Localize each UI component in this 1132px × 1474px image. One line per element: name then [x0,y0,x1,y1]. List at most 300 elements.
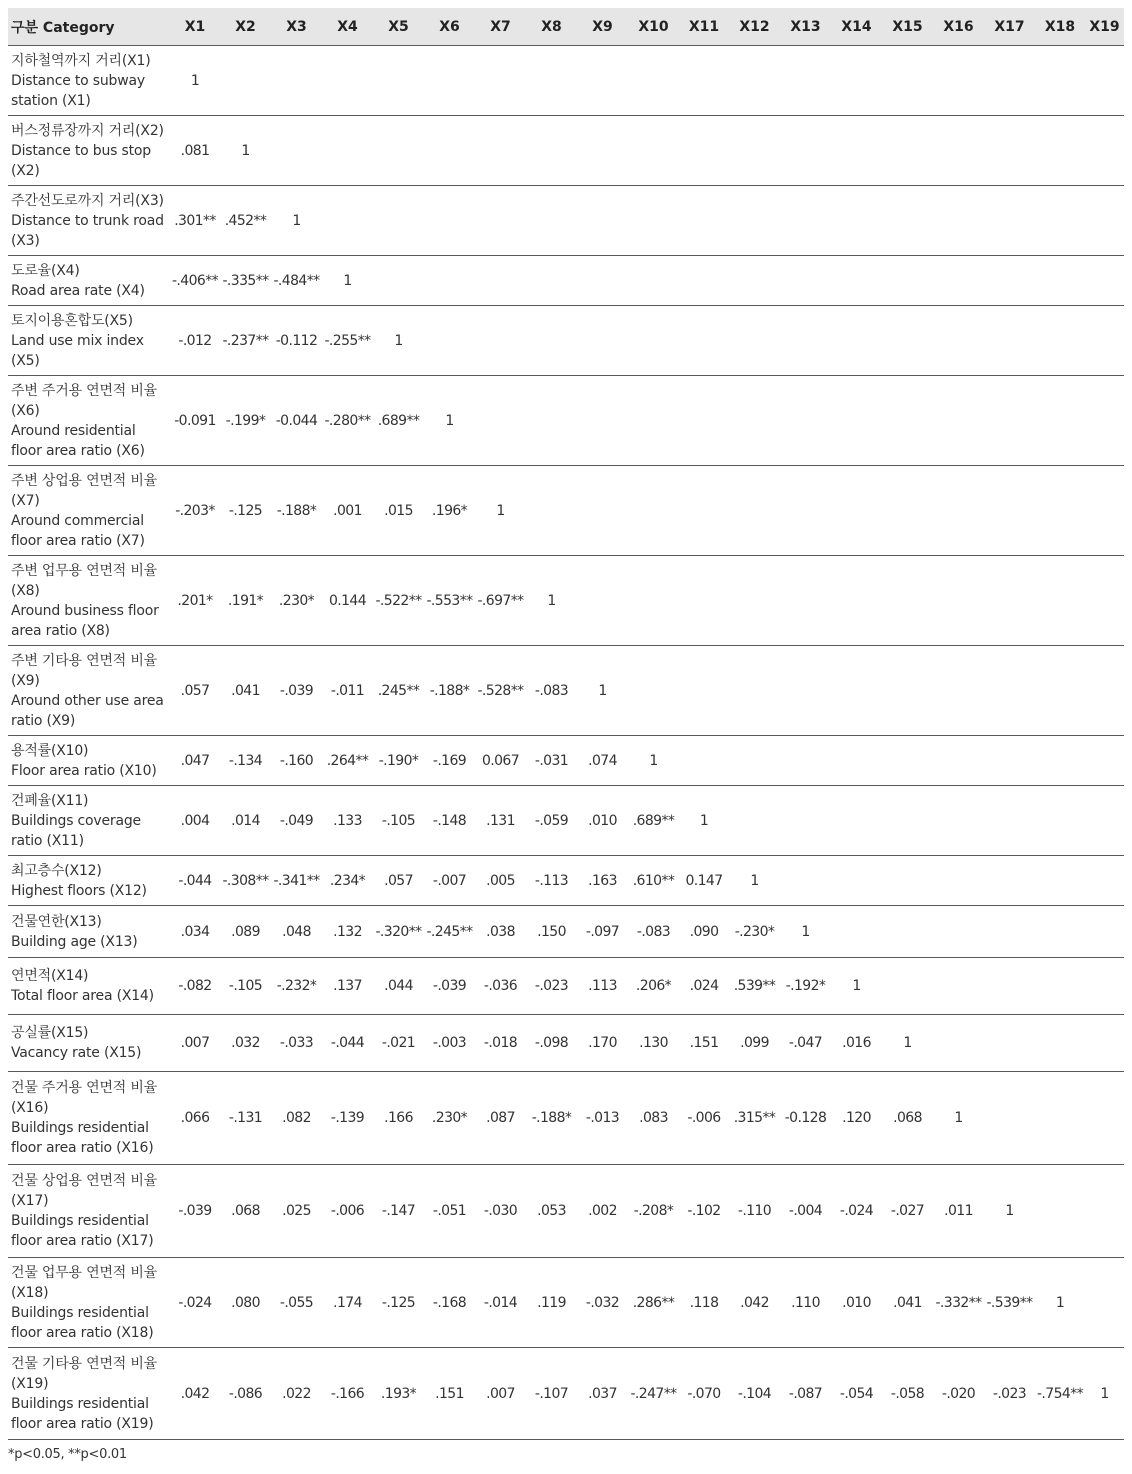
row-label-korean: 주간선도로까지 거리(X3) [11,192,164,209]
correlation-cell: -.039 [170,1165,220,1258]
correlation-cell [933,856,984,906]
correlation-cell: .170 [577,1015,628,1072]
correlation-cell: -0.112 [271,306,322,376]
correlation-cell: .230* [271,556,322,646]
correlation-cell: -.012 [170,306,220,376]
correlation-cell: .174 [322,1258,373,1348]
correlation-cell: -.169 [424,736,475,786]
row-label-english: Floor area ratio (X10) [11,762,157,779]
correlation-cell [628,186,679,256]
correlation-cell [679,116,729,186]
correlation-cell: 0.144 [322,556,373,646]
correlation-cell: -.036 [475,958,526,1015]
correlation-cell [1035,556,1085,646]
correlation-cell [984,556,1035,646]
correlation-cell [729,376,780,466]
correlation-cell [831,856,882,906]
correlation-cell [933,116,984,186]
correlation-cell: -0.128 [780,1072,831,1165]
correlation-cell: -.107 [526,1348,577,1440]
correlation-cell: 1 [220,116,271,186]
correlation-cell: -.021 [373,1015,424,1072]
correlation-cell: .163 [577,856,628,906]
correlation-cell [526,256,577,306]
header-x15: X15 [882,8,933,46]
correlation-cell: -.147 [373,1165,424,1258]
table-row [8,786,1124,856]
correlation-cell [780,256,831,306]
correlation-cell [831,256,882,306]
correlation-cell [729,256,780,306]
correlation-cell: -.070 [679,1348,729,1440]
correlation-cell: .166 [373,1072,424,1165]
correlation-cell: -.031 [526,736,577,786]
correlation-cell: 1 [729,856,780,906]
correlation-cell [526,46,577,116]
correlation-cell [984,646,1035,736]
correlation-cell [831,646,882,736]
correlation-cell [679,256,729,306]
correlation-cell: -.023 [984,1348,1035,1440]
correlation-cell [780,856,831,906]
table-row [8,736,1124,786]
correlation-cell: .074 [577,736,628,786]
correlation-cell: -.018 [475,1015,526,1072]
header-category: 구분 Category [8,8,170,46]
correlation-cell [1085,1165,1124,1258]
correlation-cell: -0.044 [271,376,322,466]
row-label-english: Buildings residential floor area ratio (X17) [11,1213,154,1249]
correlation-cell: .022 [271,1348,322,1440]
correlation-cell: -.006 [322,1165,373,1258]
correlation-cell: -.341** [271,856,322,906]
correlation-cell [475,46,526,116]
correlation-cell [882,906,933,958]
correlation-cell [933,46,984,116]
correlation-cell: .151 [679,1015,729,1072]
significance-footnote: *p<0.05, **p<0.01 [8,1447,127,1462]
correlation-cell: .024 [679,958,729,1015]
correlation-cell [1085,906,1124,958]
correlation-cell [1085,856,1124,906]
row-label [8,556,170,646]
correlation-cell: .007 [475,1348,526,1440]
correlation-cell [882,46,933,116]
correlation-cell: 1 [831,958,882,1015]
correlation-cell [1035,186,1085,256]
row-label-korean: 도로율(X4) [11,262,80,279]
correlation-cell [831,186,882,256]
row-label [8,46,170,116]
correlation-cell: -.047 [780,1015,831,1072]
correlation-cell [729,466,780,556]
correlation-cell [933,186,984,256]
correlation-cell: -.039 [424,958,475,1015]
table-row [8,1072,1124,1165]
row-label-korean: 연면적(X14) [11,968,89,984]
correlation-cell: .090 [679,906,729,958]
table-header-row [8,8,1124,46]
correlation-cell: 1 [577,646,628,736]
correlation-cell: -.245** [424,906,475,958]
correlation-cell [984,856,1035,906]
correlation-cell: -.230* [729,906,780,958]
correlation-cell: .034 [170,906,220,958]
correlation-cell [984,1072,1035,1165]
correlation-cell: -.335** [220,256,271,306]
correlation-cell: .234* [322,856,373,906]
row-label-korean: 주변 업무용 연면적 비율(X8) [11,562,157,599]
row-label [8,466,170,556]
correlation-cell: -.166 [322,1348,373,1440]
correlation-cell: .032 [220,1015,271,1072]
correlation-cell [882,786,933,856]
correlation-cell [1035,646,1085,736]
correlation-cell: -.553** [424,556,475,646]
correlation-cell [1035,466,1085,556]
table-row [8,958,1124,1015]
correlation-cell [628,646,679,736]
correlation-cell [780,646,831,736]
correlation-cell: .118 [679,1258,729,1348]
row-label-korean: 토지이용혼합도(X5) [11,312,133,329]
row-label-korean: 건폐율(X11) [11,792,89,809]
correlation-cell [933,306,984,376]
correlation-cell [1085,186,1124,256]
correlation-cell: .042 [729,1258,780,1348]
correlation-cell: 1 [424,376,475,466]
correlation-cell: -.113 [526,856,577,906]
correlation-cell [526,186,577,256]
correlation-cell [984,116,1035,186]
header-x1: X1 [170,8,220,46]
row-label-korean: 지하철역까지 거리(X1) [11,52,151,69]
correlation-cell [1085,736,1124,786]
correlation-cell: -.237** [220,306,271,376]
correlation-cell: -.406** [170,256,220,306]
correlation-cell: .081 [170,116,220,186]
correlation-cell [729,786,780,856]
header-x18: X18 [1035,8,1085,46]
correlation-cell [1035,256,1085,306]
correlation-cell [424,306,475,376]
correlation-cell: .137 [322,958,373,1015]
correlation-cell: .539** [729,958,780,1015]
header-x3: X3 [271,8,322,46]
correlation-cell: .041 [220,646,271,736]
correlation-cell: -.188* [424,646,475,736]
correlation-cell: .048 [271,906,322,958]
row-label-english: Total floor area (X14) [11,988,154,1004]
correlation-cell: 0.147 [679,856,729,906]
correlation-cell: .230* [424,1072,475,1165]
correlation-cell [373,256,424,306]
correlation-cell: .014 [220,786,271,856]
correlation-cell [679,646,729,736]
correlation-cell: 1 [475,466,526,556]
correlation-cell: -.011 [322,646,373,736]
correlation-cell [271,116,322,186]
correlation-cell: .011 [933,1165,984,1258]
correlation-cell: .016 [831,1015,882,1072]
row-label-english: Buildings coverage ratio (X11) [11,812,141,849]
correlation-cell [1085,786,1124,856]
correlation-cell: .245** [373,646,424,736]
correlation-cell [526,116,577,186]
row-label-english: Buildings residential floor area ratio (X16) [11,1120,154,1156]
correlation-cell: 1 [526,556,577,646]
correlation-cell [984,958,1035,1015]
correlation-cell [882,306,933,376]
correlation-cell: -.006 [679,1072,729,1165]
correlation-cell: .191* [220,556,271,646]
row-label-english: Around business floor area ratio (X8) [11,602,159,639]
table-body [8,46,1124,1440]
correlation-cell: -.086 [220,1348,271,1440]
row-label-korean: 공실률(X15) [11,1025,89,1041]
correlation-cell [831,736,882,786]
correlation-cell [1035,376,1085,466]
correlation-cell: .315** [729,1072,780,1165]
correlation-cell: .068 [882,1072,933,1165]
correlation-cell [831,466,882,556]
correlation-cell: -.190* [373,736,424,786]
correlation-cell: .083 [628,1072,679,1165]
header-x16: X16 [933,8,984,46]
correlation-cell [322,46,373,116]
correlation-cell [780,116,831,186]
correlation-cell [475,376,526,466]
correlation-cell [679,466,729,556]
row-label-korean: 주변 주거용 연면적 비율(X6) [11,382,157,419]
correlation-cell [882,186,933,256]
correlation-cell [831,306,882,376]
correlation-cell: .689** [373,376,424,466]
correlation-cell [1085,1258,1124,1348]
row-label-korean: 건물연한(X13) [11,913,102,930]
correlation-cell: -.280** [322,376,373,466]
correlation-cell: -.754** [1035,1348,1085,1440]
correlation-cell: -.083 [628,906,679,958]
header-x17: X17 [984,8,1035,46]
correlation-cell [628,306,679,376]
correlation-cell: 1 [679,786,729,856]
row-label-korean: 주변 상업용 연면적 비율(X7) [11,472,157,509]
correlation-cell: .689** [628,786,679,856]
correlation-cell: .206* [628,958,679,1015]
correlation-cell: -.055 [271,1258,322,1348]
correlation-cell [628,116,679,186]
correlation-table-container [8,8,1124,1440]
correlation-cell [984,306,1035,376]
correlation-cell [1035,306,1085,376]
correlation-cell [882,376,933,466]
correlation-cell: -.049 [271,786,322,856]
correlation-cell: -.110 [729,1165,780,1258]
correlation-cell: .087 [475,1072,526,1165]
correlation-cell [882,256,933,306]
correlation-cell: -.105 [373,786,424,856]
correlation-cell: 1 [322,256,373,306]
correlation-cell: 1 [271,186,322,256]
correlation-cell: -.332** [933,1258,984,1348]
correlation-cell: -.051 [424,1165,475,1258]
header-x14: X14 [831,8,882,46]
row-label [8,116,170,186]
header-x4: X4 [322,8,373,46]
correlation-cell: 1 [628,736,679,786]
correlation-cell: 1 [373,306,424,376]
correlation-cell [577,556,628,646]
row-label-english: Distance to bus stop (X2) [11,142,151,179]
table-row [8,306,1124,376]
correlation-cell [831,46,882,116]
row-label-english: Road area rate (X4) [11,282,145,299]
row-label-korean: 주변 기타용 연면적 비율(X9) [11,652,157,689]
correlation-cell [780,786,831,856]
correlation-cell: .010 [831,1258,882,1348]
correlation-cell: -.134 [220,736,271,786]
correlation-cell [831,786,882,856]
correlation-cell [1085,556,1124,646]
correlation-cell [933,736,984,786]
correlation-cell [729,736,780,786]
correlation-cell: -.044 [322,1015,373,1072]
correlation-cell [882,116,933,186]
row-label-english: Distance to trunk road (X3) [11,212,164,249]
correlation-cell [1035,958,1085,1015]
correlation-cell: 1 [933,1072,984,1165]
correlation-cell [729,306,780,376]
table-row [8,1348,1124,1440]
row-label-korean: 최고층수(X12) [11,862,102,879]
row-label [8,906,170,958]
header-x8: X8 [526,8,577,46]
correlation-cell: .001 [322,466,373,556]
correlation-cell [577,186,628,256]
correlation-cell [984,186,1035,256]
correlation-cell: -.188* [526,1072,577,1165]
correlation-cell: .196* [424,466,475,556]
correlation-cell [882,646,933,736]
table-row [8,646,1124,736]
correlation-cell [322,116,373,186]
correlation-cell: -.007 [424,856,475,906]
correlation-cell [475,116,526,186]
correlation-cell [780,376,831,466]
correlation-cell [780,46,831,116]
correlation-cell [526,376,577,466]
correlation-cell [1085,116,1124,186]
correlation-cell [1035,1165,1085,1258]
correlation-cell [424,116,475,186]
correlation-cell [373,116,424,186]
correlation-cell: .119 [526,1258,577,1348]
correlation-cell [1035,116,1085,186]
correlation-cell: -.148 [424,786,475,856]
correlation-cell: -.539** [984,1258,1035,1348]
correlation-cell: -.033 [271,1015,322,1072]
correlation-cell: -.030 [475,1165,526,1258]
correlation-cell [679,306,729,376]
correlation-cell [628,46,679,116]
correlation-cell: .264** [322,736,373,786]
correlation-cell [984,1015,1035,1072]
row-label-english: Land use mix index (X5) [11,332,144,369]
correlation-cell: .110 [780,1258,831,1348]
correlation-cell: .015 [373,466,424,556]
correlation-cell: -.308** [220,856,271,906]
header-x13: X13 [780,8,831,46]
correlation-cell [628,256,679,306]
row-label [8,1015,170,1072]
row-label [8,306,170,376]
row-label-korean: 용적률(X10) [11,742,89,759]
correlation-cell: .025 [271,1165,322,1258]
correlation-cell: -.054 [831,1348,882,1440]
correlation-cell: .037 [577,1348,628,1440]
header-x2: X2 [220,8,271,46]
table-row [8,906,1124,958]
correlation-cell: -.058 [882,1348,933,1440]
correlation-cell [220,46,271,116]
row-label-english: Vacancy rate (X15) [11,1045,142,1061]
correlation-cell: -.160 [271,736,322,786]
correlation-cell [933,376,984,466]
correlation-cell: -.027 [882,1165,933,1258]
correlation-cell: -.014 [475,1258,526,1348]
correlation-cell [984,256,1035,306]
correlation-cell [679,556,729,646]
correlation-cell: .057 [170,646,220,736]
table-row [8,1258,1124,1348]
correlation-cell: -.168 [424,1258,475,1348]
correlation-cell: .002 [577,1165,628,1258]
correlation-cell: -.232* [271,958,322,1015]
correlation-cell: .041 [882,1258,933,1348]
correlation-cell: .042 [170,1348,220,1440]
correlation-cell: .057 [373,856,424,906]
correlation-cell: .150 [526,906,577,958]
correlation-cell [831,116,882,186]
row-label-english: Buildings residential floor area ratio (X18) [11,1304,154,1341]
correlation-cell: 1 [170,46,220,116]
correlation-cell: -.097 [577,906,628,958]
correlation-cell: -.023 [526,958,577,1015]
correlation-cell: .286** [628,1258,679,1348]
correlation-cell [882,958,933,1015]
correlation-cell [984,786,1035,856]
correlation-cell [577,46,628,116]
table-row [8,1015,1124,1072]
correlation-cell [322,186,373,256]
correlation-cell: .044 [373,958,424,1015]
correlation-cell [577,466,628,556]
correlation-cell [1085,46,1124,116]
correlation-cell [526,306,577,376]
correlation-cell: .010 [577,786,628,856]
correlation-cell [1085,958,1124,1015]
correlation-cell: 1 [1085,1348,1124,1440]
correlation-cell: -0.091 [170,376,220,466]
correlation-cell [679,376,729,466]
correlation-cell: .005 [475,856,526,906]
correlation-cell [475,186,526,256]
correlation-cell [1085,256,1124,306]
correlation-cell [628,376,679,466]
correlation-cell [933,906,984,958]
row-label [8,376,170,466]
